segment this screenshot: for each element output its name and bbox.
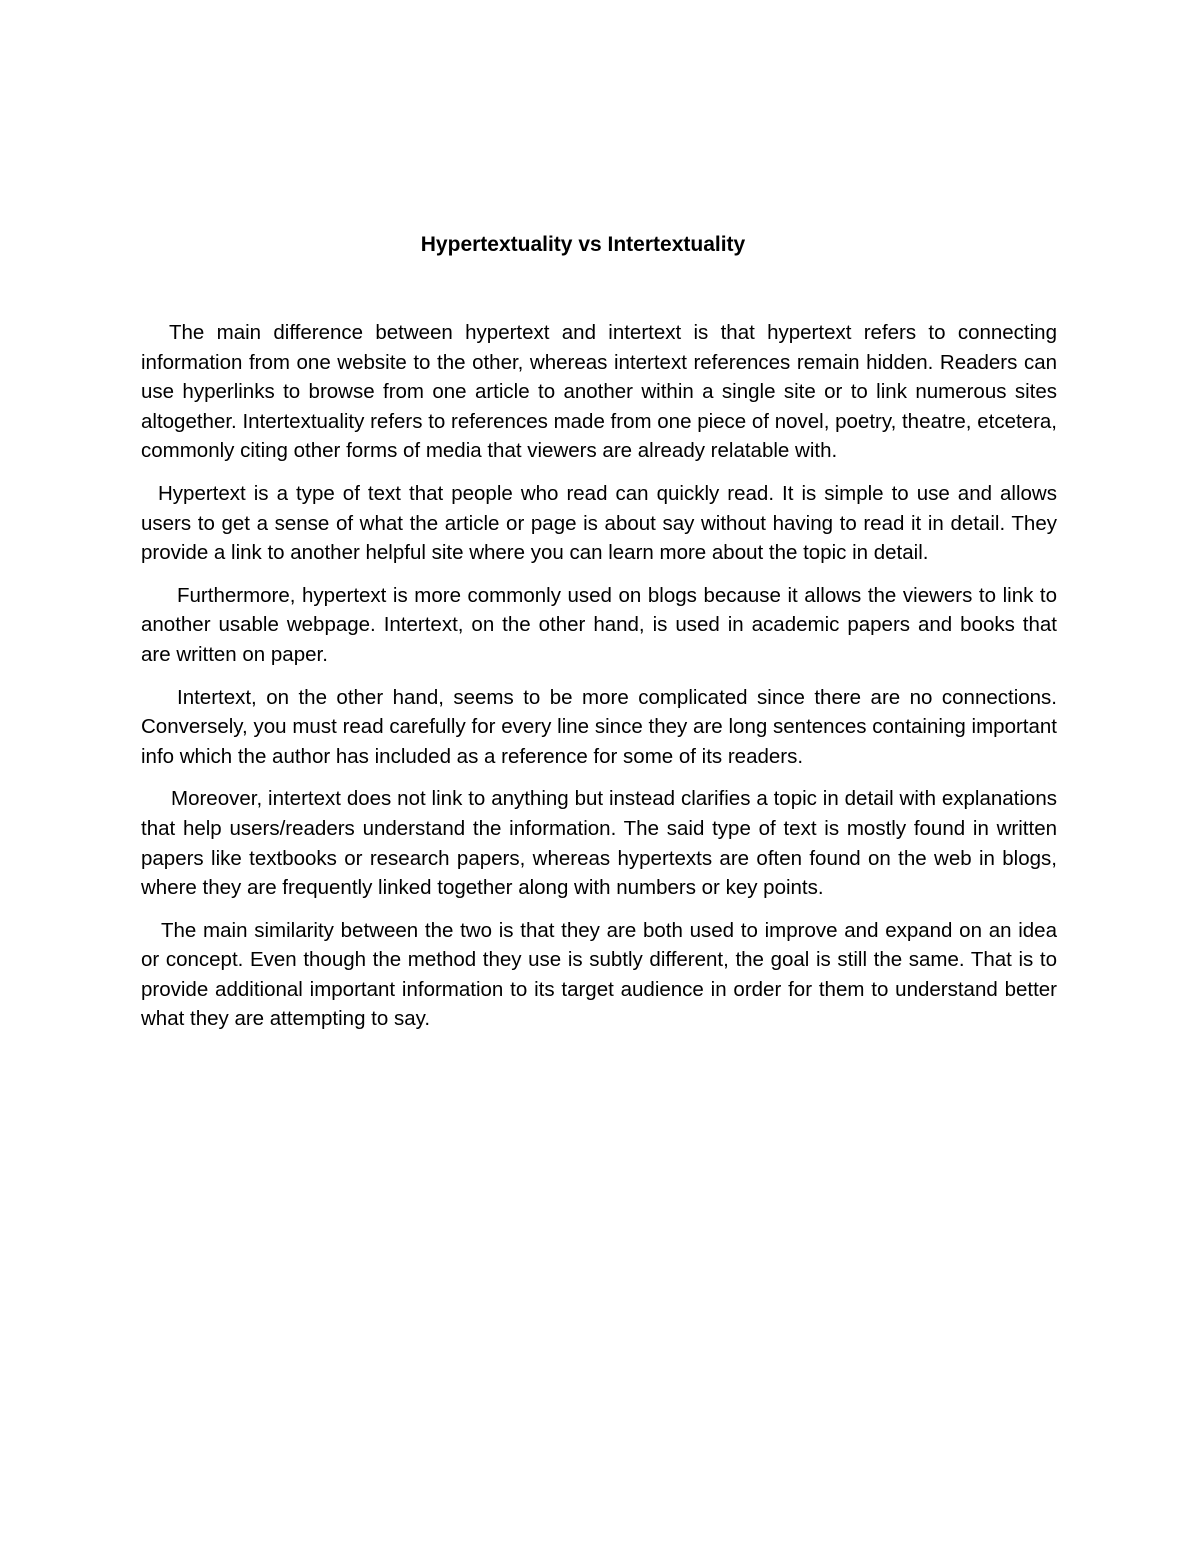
paragraph-6: The main similarity between the two is that they are both used to improve and expand on an idea or concept. Even though the method they use is subtly different, the goal is still the same. That is to provide additional important information to its target audience in order for them to understand better what they are attempting to say.: [141, 918, 1057, 1031]
paragraph-2: Hypertext is a type of text that people who read can quickly read. It is simple to use and allows users to get a sense of what the article or page is about say without having to read it in detail. They provide a link to another helpful site where you can learn more about the topic in detail.: [141, 481, 1057, 565]
paragraph-3: Furthermore, hypertext is more commonly used on blogs because it allows the viewers to link to another usable webpage. Intertext, on the other hand, is used in academic papers and books that are written on paper.: [141, 583, 1057, 666]
paragraph-1: The main difference between hypertext and intertext is that hypertext refers to connecting information from one website to the other, whereas intertext references remain hidden. Readers can use hyperlinks to browse from one article to another within a single site or to link numerous sites altogether. Intertextuality refers to references made from one piece of novel, poetry, theatre, etcetera, commonly citing other forms of media that viewers are already relatable with.: [141, 321, 1057, 463]
paragraph-5: Moreover, intertext does not link to anything but instead clarifies a topic in detail with explanations that help users/readers understand the information. The said type of text is mostly found in written papers like textbooks or research papers, whereas hypertexts are often found on the web in blogs, where they are frequently linked together along with numbers or key points.: [141, 787, 1057, 900]
document-body: [141, 318, 1057, 1047]
paragraph-4: Intertext, on the other hand, seems to be more complicated since there are no connections. Conversely, you must read carefully for every line since they are long sentences containing important info which the author has included as a reference for some of its readers.: [141, 685, 1057, 768]
document-title: Hypertextuality vs Intertextuality: [420, 233, 746, 256]
